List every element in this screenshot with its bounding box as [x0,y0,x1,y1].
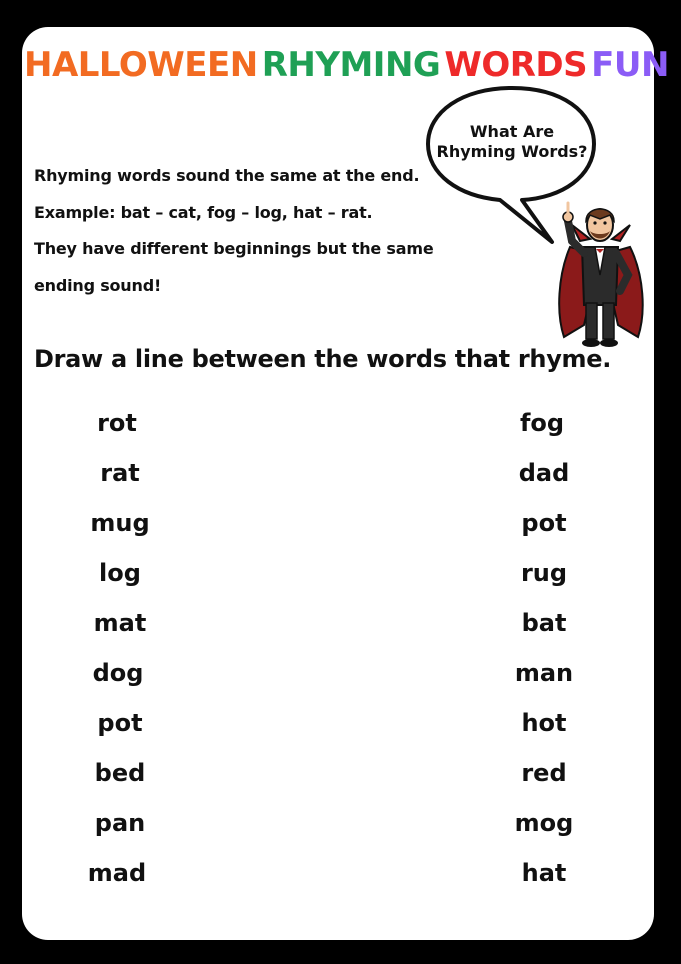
intro-line-2: Example: bat – cat, fog – log, hat – rat. [34,202,373,222]
right-word: fog [519,409,565,437]
title-word-4: FUN [591,45,669,85]
left-word: mug [90,509,150,537]
worksheet-title [22,45,669,85]
left-word: pan [94,809,146,837]
worksheet-page [22,27,669,940]
right-word: bat [521,609,567,637]
right-word: rug [520,559,568,587]
right-word: mog [514,809,574,837]
title-word-1: HALLOWEEN [24,45,258,85]
vampire-character-icon [550,195,650,355]
intro-line-4: ending sound! [34,275,162,295]
title-word-3: WORDS [444,45,588,85]
bubble-line-1: What Are [469,122,555,141]
right-word: dad [518,459,570,487]
left-word: mad [87,859,147,887]
right-word: red [521,759,567,787]
right-word: hot [521,709,567,737]
right-word: man [514,659,574,687]
intro-line-3: They have different beginnings but the same [34,239,434,258]
left-word: mat [93,609,147,637]
bubble-line-2: Rhyming Words? [436,142,588,161]
bubble-text [432,122,592,162]
instruction-text: Draw a line between the words that rhyme. [34,345,612,373]
left-word: bed [94,759,146,787]
left-word: dog [92,659,144,687]
title-word-2: RHYMING [261,45,441,85]
left-word: rot [97,409,137,437]
right-word: pot [521,509,567,537]
intro-text [34,163,464,309]
left-word: pot [97,709,143,737]
right-word: hat [521,859,567,887]
intro-line-1: Rhyming words sound the same at the end. [34,166,420,185]
left-word: log [99,559,141,587]
left-word: rat [100,459,140,487]
